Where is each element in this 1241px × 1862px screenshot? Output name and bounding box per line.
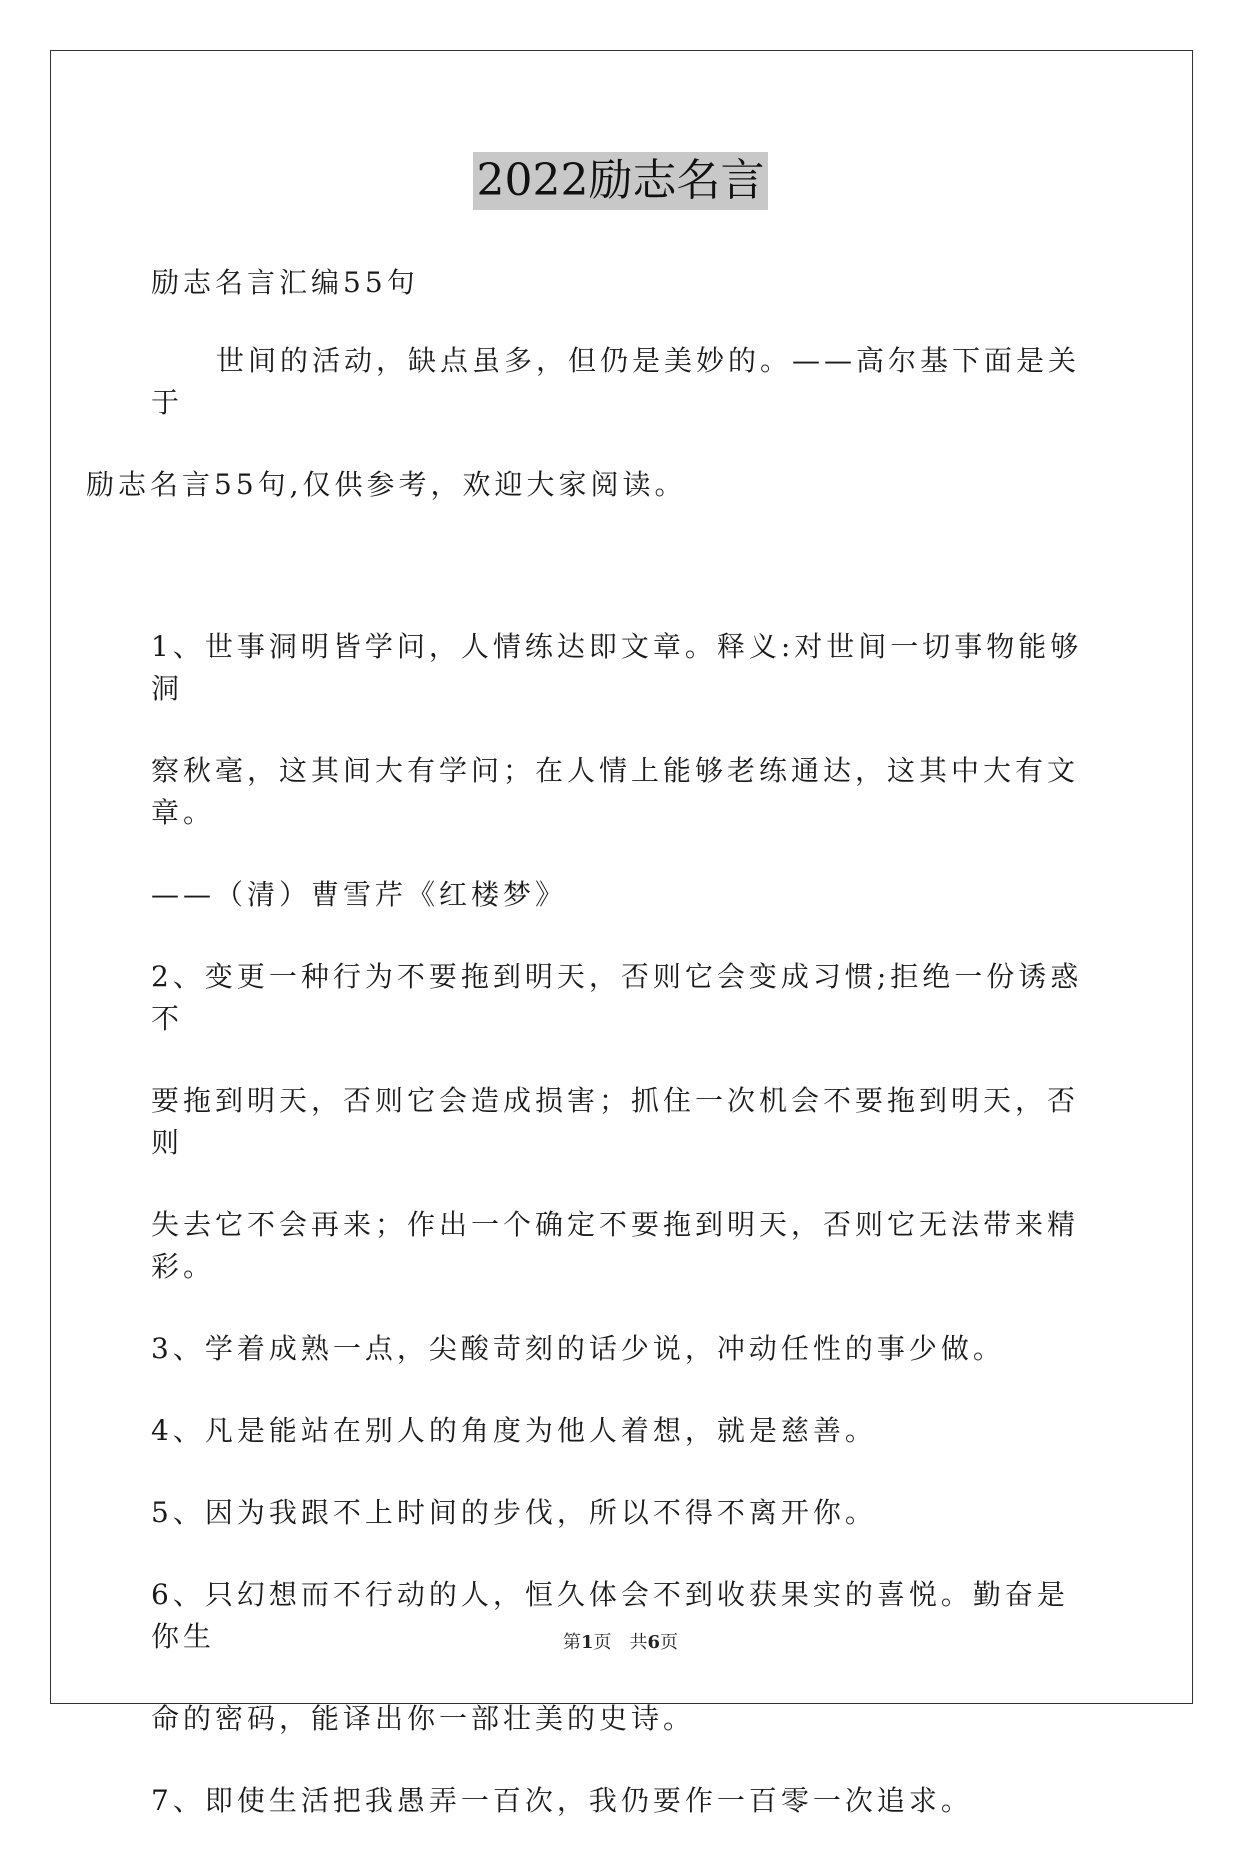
footer-page-total: 6 [647,1632,661,1653]
intro-line: 励志名言55句,仅供参考，欢迎大家阅读。 [86,468,687,501]
quote-line: 3、学着成熟一点，尖酸苛刻的话少说，冲动任性的事少做。 [151,1332,1005,1365]
spacer [151,546,1096,626]
quote-line: 7、即使生活把我愚弄一百次，我仍要作一百零一次追求。 [151,1784,973,1817]
quote-item-4 [151,1410,1096,1452]
document-title: 2022励志名言 [473,152,769,210]
quote-line: 4、凡是能站在别人的角度为他人着想，就是慈善。 [151,1414,877,1447]
quote-line: 要拖到明天，否则它会造成损害；抓住一次机会不要拖到明天，否则 [151,1084,1080,1159]
quote-line: 5、因为我跟不上时间的步伐，所以不得不离开你。 [151,1496,877,1529]
document-subtitle: 励志名言汇编55句 [151,266,419,299]
quote-line: 命的密码，能译出你一部壮美的史诗。 [151,1702,696,1735]
quote-item-5 [151,1492,1096,1534]
quote-item-6 [151,1574,1096,1740]
quote-line: 失去它不会再来；作出一个确定不要拖到明天，否则它无法带来精彩。 [151,1208,1080,1283]
footer-page-prefix: 第 [562,1632,581,1653]
footer-page-current: 1 [580,1632,594,1653]
title-container [0,152,1241,210]
page-footer [0,1628,1241,1654]
footer-page-mid: 页 共 [593,1632,648,1653]
quote-line: 1、世事洞明皆学问，人情练达即文章。释义:对世间一切事物能够洞 [151,630,1083,705]
intro-paragraph [86,340,1096,506]
quote-line: ——（清）曹雪芹《红楼梦》 [151,878,568,911]
quote-line: 2、变更一种行为不要拖到明天，否则它会变成习惯;拒绝一份诱惑不 [151,960,1083,1035]
quote-item-7 [151,1780,1096,1822]
document-body [86,262,1096,1862]
quote-item-3 [151,1328,1096,1370]
quote-line: 6、只幻想而不行动的人，恒久体会不到收获果实的喜悦。勤奋是你生 [151,1578,1069,1653]
intro-line: 世间的活动，缺点虽多，但仍是美妙的。——高尔基下面是关于 [151,344,1081,419]
quote-line: 察秋毫，这其间大有学问；在人情上能够老练通达，这其中大有文章。 [151,754,1080,829]
quote-item-2 [151,956,1096,1288]
footer-page-suffix: 页 [660,1632,679,1653]
quote-item-1 [151,626,1096,916]
